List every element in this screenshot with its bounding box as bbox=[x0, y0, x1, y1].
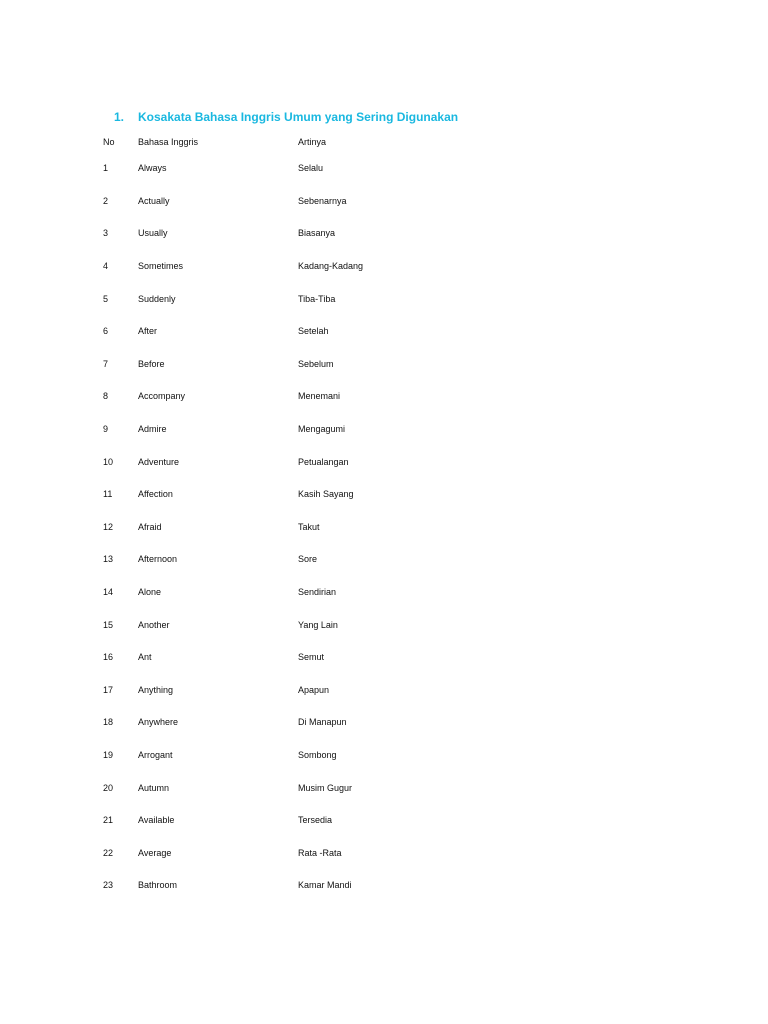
section-title: Kosakata Bahasa Inggris Umum yang Sering Digunakan bbox=[138, 110, 459, 124]
cell-no: 19 bbox=[103, 749, 114, 760]
cell-meaning: Menemani bbox=[298, 391, 341, 402]
cell-no: 10 bbox=[103, 456, 114, 467]
cell-english: Always bbox=[138, 163, 167, 174]
cell-no: 4 bbox=[103, 261, 109, 272]
cell-english: Available bbox=[138, 815, 175, 826]
cell-meaning: Tersedia bbox=[298, 815, 333, 826]
cell-no: 17 bbox=[103, 684, 114, 695]
table-row bbox=[103, 315, 498, 348]
cell-meaning: Kamar Mandi bbox=[298, 880, 352, 891]
cell-english: Afternoon bbox=[138, 554, 178, 565]
table-row bbox=[103, 576, 498, 609]
table-row bbox=[103, 543, 498, 576]
cell-no: 14 bbox=[103, 587, 114, 598]
cell-meaning: Petualangan bbox=[298, 456, 349, 467]
cell-english: Admire bbox=[138, 424, 167, 435]
cell-english: After bbox=[138, 326, 158, 337]
cell-english: Usually bbox=[138, 228, 168, 239]
cell-meaning: Takut bbox=[298, 521, 320, 532]
cell-english: Alone bbox=[138, 587, 162, 598]
cell-no: 9 bbox=[103, 424, 109, 435]
table-row bbox=[103, 771, 498, 804]
cell-no: 22 bbox=[103, 847, 114, 858]
table-row bbox=[103, 445, 498, 478]
cell-meaning: Kasih Sayang bbox=[298, 489, 354, 500]
cell-english: Ant bbox=[138, 652, 152, 663]
cell-english: Anywhere bbox=[138, 717, 179, 728]
cell-meaning: Tiba-Tiba bbox=[298, 293, 336, 304]
cell-english: Sometimes bbox=[138, 261, 184, 272]
cell-meaning: Sore bbox=[298, 554, 318, 565]
cell-no: 12 bbox=[103, 521, 114, 532]
cell-no: 1 bbox=[103, 163, 109, 174]
cell-english: Another bbox=[138, 619, 170, 630]
section-heading bbox=[114, 110, 458, 124]
cell-english: Autumn bbox=[138, 782, 170, 793]
cell-meaning: Kadang-Kadang bbox=[298, 261, 364, 272]
table-row bbox=[103, 413, 498, 446]
table-row bbox=[103, 674, 498, 707]
section-number: 1. bbox=[114, 110, 125, 124]
cell-no: 3 bbox=[103, 228, 109, 239]
table-row bbox=[103, 869, 498, 902]
cell-meaning: Sebenarnya bbox=[298, 195, 347, 206]
cell-no: 15 bbox=[103, 619, 114, 630]
vocabulary-table bbox=[103, 132, 498, 902]
cell-meaning: Rata -Rata bbox=[298, 847, 342, 858]
table-row bbox=[103, 836, 498, 869]
header-meaning: Artinya bbox=[298, 137, 327, 147]
cell-meaning: Mengagumi bbox=[298, 424, 346, 435]
table-row bbox=[103, 739, 498, 772]
cell-english: Average bbox=[138, 847, 172, 858]
table-row bbox=[103, 348, 498, 381]
cell-meaning: Setelah bbox=[298, 326, 329, 337]
cell-meaning: Biasanya bbox=[298, 228, 336, 239]
cell-no: 5 bbox=[103, 293, 109, 304]
cell-meaning: Apapun bbox=[298, 684, 330, 695]
table-header-row bbox=[103, 132, 498, 152]
table-row bbox=[103, 608, 498, 641]
table-row bbox=[103, 282, 498, 315]
cell-meaning: Di Manapun bbox=[298, 717, 347, 728]
cell-meaning: Sombong bbox=[298, 749, 337, 760]
cell-english: Affection bbox=[138, 489, 173, 500]
header-english: Bahasa Inggris bbox=[138, 137, 199, 147]
cell-no: 23 bbox=[103, 880, 114, 891]
cell-meaning: Yang Lain bbox=[298, 619, 338, 630]
cell-no: 20 bbox=[103, 782, 114, 793]
cell-meaning: Sebelum bbox=[298, 358, 334, 369]
cell-english: Adventure bbox=[138, 456, 180, 467]
cell-meaning: Musim Gugur bbox=[298, 782, 353, 793]
cell-no: 2 bbox=[103, 195, 109, 206]
cell-english: Bathroom bbox=[138, 880, 178, 891]
cell-english: Suddenly bbox=[138, 293, 176, 304]
cell-no: 21 bbox=[103, 815, 114, 826]
cell-meaning: Selalu bbox=[298, 163, 324, 174]
cell-meaning: Semut bbox=[298, 652, 325, 663]
cell-meaning: Sendirian bbox=[298, 587, 337, 598]
table-row bbox=[103, 185, 498, 218]
cell-english: Anything bbox=[138, 684, 174, 695]
table-row bbox=[103, 511, 498, 544]
cell-no: 8 bbox=[103, 391, 109, 402]
table-row bbox=[103, 380, 498, 413]
table-row bbox=[103, 478, 498, 511]
cell-no: 18 bbox=[103, 717, 114, 728]
cell-english: Actually bbox=[138, 195, 170, 206]
cell-no: 6 bbox=[103, 326, 109, 337]
cell-no: 13 bbox=[103, 554, 114, 565]
cell-english: Arrogant bbox=[138, 749, 173, 760]
cell-no: 11 bbox=[103, 489, 113, 500]
cell-no: 16 bbox=[103, 652, 114, 663]
table-row bbox=[103, 641, 498, 674]
table-row bbox=[103, 706, 498, 739]
table-row bbox=[103, 804, 498, 837]
cell-english: Before bbox=[138, 358, 165, 369]
table-row bbox=[103, 152, 498, 185]
cell-english: Accompany bbox=[138, 391, 186, 402]
cell-english: Afraid bbox=[138, 521, 162, 532]
table-row bbox=[103, 250, 498, 283]
table-row bbox=[103, 217, 498, 250]
cell-no: 7 bbox=[103, 358, 109, 369]
header-no: No bbox=[103, 137, 115, 147]
